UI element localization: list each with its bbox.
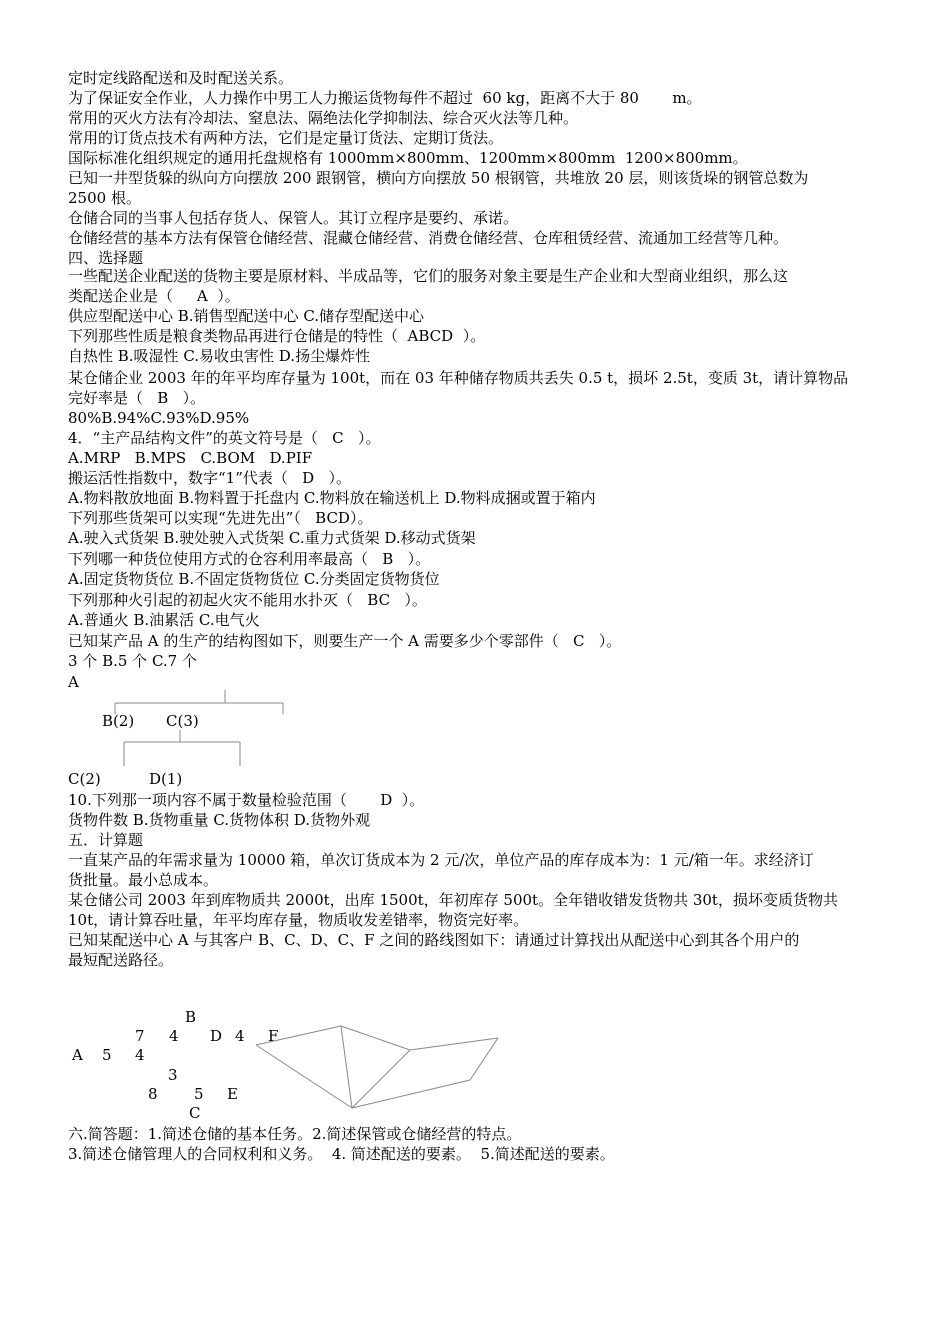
question-text: 4．“主产品结构文件”的英文符号是（ C ）。 [68,429,381,447]
route-edge [352,1050,410,1108]
tree-node-c2: C(2) [68,770,101,788]
tree-node-c3: C(3) [166,712,199,730]
question-text: 已知某产品 A 的生产的结构图如下，则要生产一个 A 需要多少个零部件（ C ）。 [68,632,622,650]
route-edge [470,1038,498,1080]
question-text: 下列哪一种货位使用方式的仓容利用率最高（ B ）。 [68,550,431,568]
route-edge [341,1026,352,1108]
network-weight: 3 [168,1066,178,1084]
answer-options: 80%B.94%C.93%D.95% [68,409,250,427]
network-node-f: F [268,1027,279,1045]
network-weight: 4 [135,1046,145,1064]
answer-options: A.物料散放地面 B.物料置于托盘内 C.物料放在输送机上 D.物料成捆或置于箱内 [68,489,596,507]
tree-root-label: A [68,673,79,691]
network-weight: 8 [148,1085,158,1103]
route-edge [352,1080,470,1108]
answer-options: A.MRP B.MPS C.BOM D.PIF [68,449,313,467]
answer-options: 货物件数 B.货物重量 C.货物体积 D.货物外观 [68,811,371,829]
section-heading: 五．计算题 [68,831,144,849]
network-weight: 5 [194,1085,204,1103]
answer-options: A.固定货物货位 B.不固定货物货位 C.分类固定货物货位 [68,570,440,588]
route-edge [256,1045,352,1108]
text-line: 2500 根。 [68,189,141,207]
question-text: 10.下列那一项内容不属于数量检验范围（ D ）。 [68,791,425,809]
network-node-e: E [227,1085,238,1103]
question-text: 搬运活性指数中，数字“1”代表（ D ）。 [68,469,352,487]
question-text: 某仓储公司 2003 年到库物质共 2000t，出库 1500t，年初库存 500t。全年错收错发货物共 30t，损坏变质货物共 [68,891,838,909]
text-line: 常用的订货点技术有两种方法，它们是定量订货法、定期订货法。 [68,129,504,147]
question-text: 下列那种火引起的初起火灾不能用水扑灭（ BC ）。 [68,591,427,609]
section-heading: 六.简答题：1.简述仓储的基本任务。2.简述保管或仓储经营的特点。 [68,1125,522,1143]
text-line: 已知一井型货躲的纵向方向摆放 200 跟钢管，横向方向摆放 50 根钢管，共堆放 20 层，则该货垛的钢管总数为 [68,169,809,187]
route-edge [410,1038,498,1050]
network-weight: 7 [135,1027,145,1045]
question-text: 已知某配送中心 A 与其客户 B、C、D、C、F 之间的路线图如下：请通过计算找出从配送中心到其各个用户的 [68,931,800,949]
tree-node-d1: D(1) [149,770,183,788]
question-text: 某仓储企业 2003 年的年平均库存量为 100t，而在 03 年种储存物质共丢失 0.5 t，损坏 2.5t，变质 3t，请计算物品 [68,369,849,387]
text-line: 为了保证安全作业，人力操作中男工人力搬运货物每件不超过 60 kg，距离不大于 80 m。 [68,89,702,107]
text-line: 国际标准化组织规定的通用托盘规格有 1000mm×800mm、1200mm×800mm 1200×800mm。 [68,149,748,167]
text-line: 仓储合同的当事人包括存货人、保管人。其订立程序是要约、承诺。 [68,209,519,227]
answer-options: A.普通火 B.油累活 C.电气火 [68,611,260,629]
question-text: 一些配送企业配送的货物主要是原材料、半成品等，它们的服务对象主要是生产企业和大型商业组织，那么这 [68,267,789,285]
network-node-a: A [72,1046,83,1064]
network-node-b: B [185,1008,197,1026]
tree-node-b2: B(2) [102,712,135,730]
question-text: 10t，请计算吞吐量，年平均库存量，物质收发差错率，物资完好率。 [68,911,529,929]
network-node-c: C [189,1104,201,1122]
question-text: 3.简述仓储管理人的合同权利和义务。 4. 简述配送的要素。 5.简述配送的要素。 [68,1145,615,1163]
question-text: 货批量。最小总成本。 [68,871,219,889]
network-weight: 4 [235,1027,245,1045]
network-node-d: D [210,1027,223,1045]
question-text: 下列那些性质是粮食类物品再进行仓储是的特性（ ABCD ）。 [68,327,486,345]
question-text: 类配送企业是（ A ）。 [68,287,240,305]
network-weight: 5 [102,1046,112,1064]
question-text: 下列那些货架可以实现“先进先出”（ BCD）。 [68,509,373,527]
text-line: 仓储经营的基本方法有保管仓储经营、混藏仓储经营、消费仓储经营、仓库租赁经营、流通加工经营等几种。 [68,229,789,247]
text-line: 常用的灭火方法有冷却法、窒息法、隔绝法化学抑制法、综合灭火法等几种。 [68,109,579,127]
question-text: 一直某产品的年需求量为 10000 箱，单次订货成本为 2 元/次，单位产品的库存成本为：1 元/箱一年。求经济订 [68,851,814,869]
question-text: 最短配送路径。 [68,951,174,969]
text-line: 定时定线路配送和及时配送关系。 [68,69,294,87]
question-text: 完好率是（ B ）。 [68,389,206,407]
section-heading: 四、选择题 [68,249,144,267]
answer-options: 自热性 B.吸湿性 C.易收虫害性 D.扬尘爆炸性 [68,347,371,365]
route-edge [341,1026,410,1050]
answer-options: 供应型配送中心 B.销售型配送中心 C.储存型配送中心 [68,307,425,325]
answer-options: A.驶入式货架 B.驶处驶入式货架 C.重力式货架 D.移动式货架 [68,529,476,547]
answer-options: 3 个 B.5 个 C.7 个 [68,652,197,670]
network-weight: 4 [169,1027,179,1045]
